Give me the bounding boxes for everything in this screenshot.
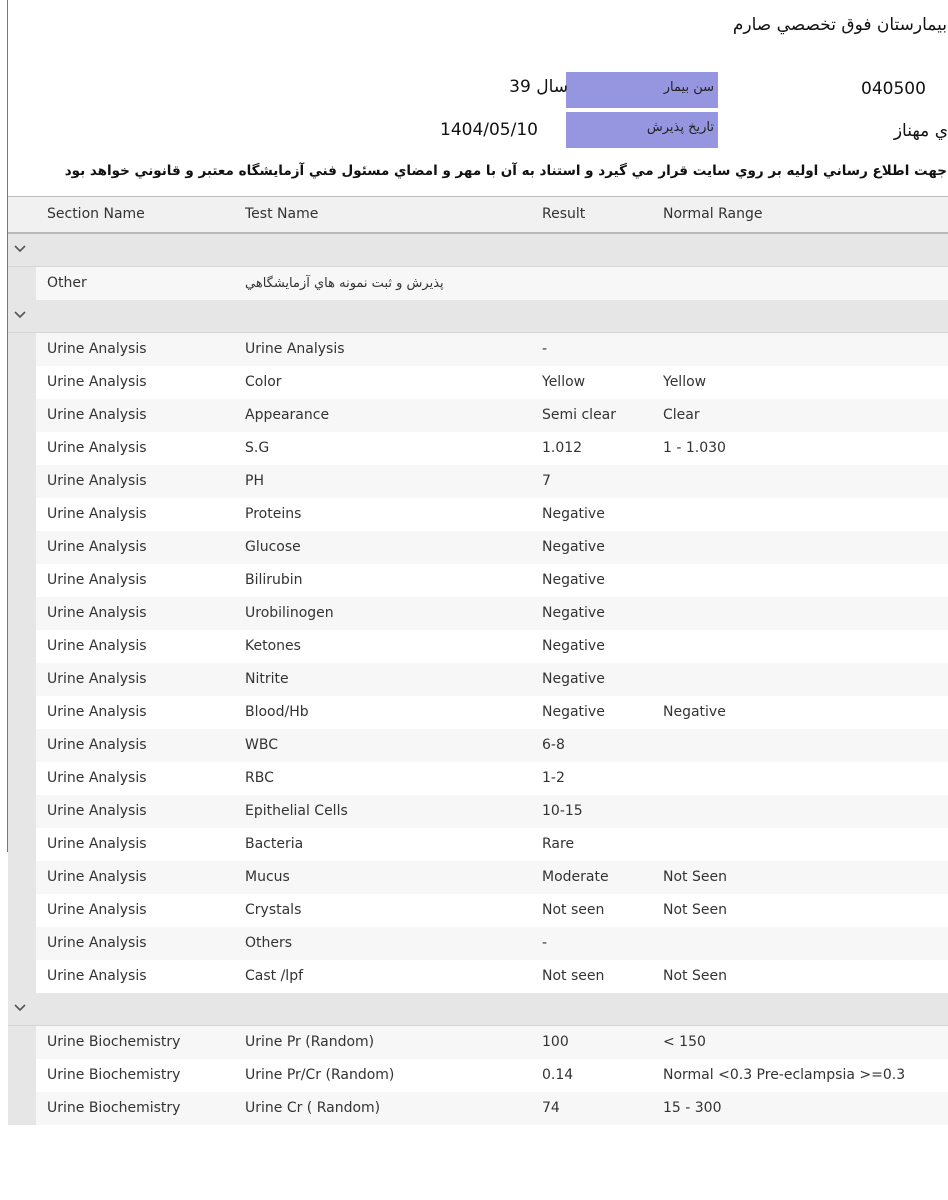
group-header[interactable] <box>8 234 948 267</box>
cell-result: 1.012 <box>542 440 583 456</box>
cell-test: Crystals <box>245 902 302 918</box>
table-row[interactable] <box>8 663 948 696</box>
cell-test: WBC <box>245 737 278 753</box>
cell-range: Normal <0.3 Pre-eclampsia >=0.3 <box>663 1067 906 1083</box>
cell-result: - <box>542 341 548 357</box>
table-row[interactable] <box>8 564 948 597</box>
cell-result: 1-2 <box>542 770 565 786</box>
cell-result: 100 <box>542 1034 569 1050</box>
cell-section: Urine Biochemistry <box>47 1034 181 1050</box>
cell-section: Urine Analysis <box>47 473 147 489</box>
table-row[interactable] <box>8 1059 948 1092</box>
cell-test: Proteins <box>245 506 302 522</box>
table-row[interactable] <box>8 597 948 630</box>
hospital-name: بیمارستان فوق تخصصي صارم <box>732 15 947 35</box>
cell-section: Urine Biochemistry <box>47 1067 181 1083</box>
cell-range: < 150 <box>663 1034 706 1050</box>
cell-section: Urine Analysis <box>47 638 147 654</box>
cell-section: Urine Analysis <box>47 440 147 456</box>
cell-result: Negative <box>542 506 605 522</box>
cell-test: Others <box>245 935 293 951</box>
cell-section: Urine Analysis <box>47 737 147 753</box>
chevron-down-icon[interactable] <box>13 308 27 322</box>
cell-test: Urine Pr (Random) <box>245 1034 375 1050</box>
group-header[interactable] <box>8 300 948 333</box>
admit-date-label: تاریخ پذیرش <box>566 112 718 148</box>
table-row[interactable] <box>8 894 948 927</box>
cell-section: Urine Analysis <box>47 869 147 885</box>
column-header-test[interactable]: Test Name <box>245 206 319 222</box>
cell-result: 10-15 <box>542 803 583 819</box>
table-row[interactable] <box>8 399 948 432</box>
cell-result: Not seen <box>542 968 605 984</box>
cell-range: Not Seen <box>663 968 727 984</box>
cell-test: پذیرش و ثبت نمونه هاي آزمایشگاهي <box>245 276 444 291</box>
column-header-section[interactable]: Section Name <box>47 206 145 222</box>
cell-result: Moderate <box>542 869 609 885</box>
cell-section: Urine Analysis <box>47 836 147 852</box>
cell-section: Urine Analysis <box>47 539 147 555</box>
age-label: سن بیمار <box>566 72 718 108</box>
cell-test: Blood/Hb <box>245 704 309 720</box>
cell-range: Not Seen <box>663 869 727 885</box>
cell-range: 15 - 300 <box>663 1100 722 1116</box>
cell-test: Bilirubin <box>245 572 303 588</box>
cell-test: Ketones <box>245 638 301 654</box>
cell-section: Urine Biochemistry <box>47 1100 181 1116</box>
cell-range: 1 - 1.030 <box>663 440 726 456</box>
cell-section: Urine Analysis <box>47 704 147 720</box>
grid-header <box>8 196 948 234</box>
cell-section: Urine Analysis <box>47 935 147 951</box>
table-row[interactable] <box>8 366 948 399</box>
table-row[interactable] <box>8 960 948 993</box>
results-grid <box>8 196 948 1125</box>
cell-test: Bacteria <box>245 836 304 852</box>
cell-result: Negative <box>542 572 605 588</box>
cell-section: Urine Analysis <box>47 671 147 687</box>
cell-test: Glucose <box>245 539 301 555</box>
cell-result: 0.14 <box>542 1067 574 1083</box>
cell-test: Epithelial Cells <box>245 803 348 819</box>
cell-section: Urine Analysis <box>47 572 147 588</box>
table-row[interactable] <box>8 762 948 795</box>
cell-result: Not seen <box>542 902 605 918</box>
disclaimer-text: جهت اطلاع رساني اولیه بر روي سایت قرار مي گیرد و استناد به آن با مهر و امضاي مسئول فني آزمایشگاه معتبر و قانوني خواهد بود <box>64 163 947 179</box>
column-header-result[interactable]: Result <box>542 206 586 222</box>
chevron-down-icon[interactable] <box>13 1001 27 1015</box>
admit-date: 1404/05/10 <box>440 120 538 140</box>
cell-test: Nitrite <box>245 671 289 687</box>
cell-range: Clear <box>663 407 700 423</box>
cell-test: S.G <box>245 440 270 456</box>
cell-test: Urine Analysis <box>245 341 345 357</box>
cell-result: 6-8 <box>542 737 565 753</box>
table-row[interactable] <box>8 498 948 531</box>
table-row[interactable] <box>8 267 948 300</box>
cell-range: Negative <box>663 704 726 720</box>
cell-section: Urine Analysis <box>47 506 147 522</box>
cell-result: 74 <box>542 1100 560 1116</box>
cell-section: Urine Analysis <box>47 407 147 423</box>
cell-section: Other <box>47 275 87 291</box>
cell-section: Urine Analysis <box>47 770 147 786</box>
grid-body <box>8 234 948 1125</box>
cell-section: Urine Analysis <box>47 605 147 621</box>
report-frame <box>7 0 948 1116</box>
cell-test: Color <box>245 374 282 390</box>
table-row[interactable] <box>8 1092 948 1125</box>
cell-test: Mucus <box>245 869 290 885</box>
cell-range: Yellow <box>663 374 707 390</box>
table-row[interactable] <box>8 333 948 366</box>
cell-test: Urine Pr/Cr (Random) <box>245 1067 395 1083</box>
table-row[interactable] <box>8 729 948 762</box>
cell-section: Urine Analysis <box>47 968 147 984</box>
cell-section: Urine Analysis <box>47 374 147 390</box>
table-row[interactable] <box>8 927 948 960</box>
cell-result: Yellow <box>542 374 586 390</box>
cell-section: Urine Analysis <box>47 341 147 357</box>
cell-result: 7 <box>542 473 551 489</box>
patient-id: 040500 <box>861 79 926 99</box>
table-row[interactable] <box>8 828 948 861</box>
table-row[interactable] <box>8 861 948 894</box>
cell-test: Urine Cr ( Random) <box>245 1100 381 1116</box>
cell-test: Cast /lpf <box>245 968 304 984</box>
cell-result: - <box>542 935 548 951</box>
cell-test: RBC <box>245 770 274 786</box>
group-header[interactable] <box>8 993 948 1026</box>
chevron-down-icon[interactable] <box>13 242 27 256</box>
cell-test: Appearance <box>245 407 330 423</box>
table-row[interactable] <box>8 1026 948 1059</box>
table-row[interactable] <box>8 696 948 729</box>
cell-result: Negative <box>542 539 605 555</box>
cell-range: Not Seen <box>663 902 727 918</box>
table-row[interactable] <box>8 465 948 498</box>
cell-result: Negative <box>542 638 605 654</box>
cell-section: Urine Analysis <box>47 902 147 918</box>
cell-test: Urobilinogen <box>245 605 334 621</box>
cell-result: Negative <box>542 704 605 720</box>
cell-result: Negative <box>542 605 605 621</box>
column-header-range[interactable]: Normal Range <box>663 206 763 222</box>
table-row[interactable] <box>8 432 948 465</box>
table-row[interactable] <box>8 795 948 828</box>
table-row[interactable] <box>8 531 948 564</box>
cell-result: Semi clear <box>542 407 617 423</box>
table-row[interactable] <box>8 630 948 663</box>
patient-name: ي مهناز <box>893 121 948 141</box>
cell-test: PH <box>245 473 264 489</box>
cell-section: Urine Analysis <box>47 803 147 819</box>
age-value: سال 39 <box>509 77 568 97</box>
cell-result: Negative <box>542 671 605 687</box>
cell-result: Rare <box>542 836 575 852</box>
